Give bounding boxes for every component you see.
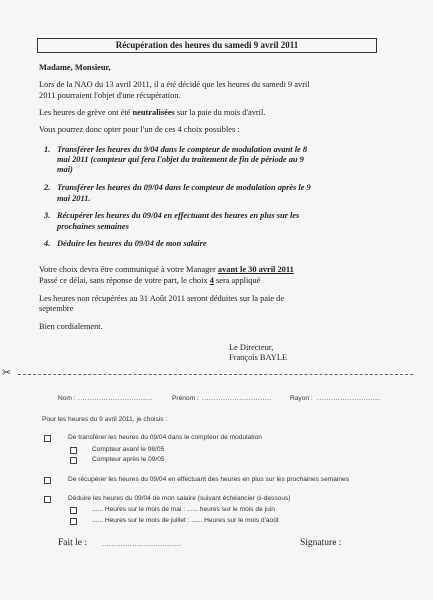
nom-field[interactable]: ................................ bbox=[78, 395, 153, 402]
nom-label: Nom : bbox=[58, 395, 76, 402]
choice-2-line1: Transférer les heures du 09/04 dans le compteur de modulation après le 9 bbox=[57, 183, 311, 192]
option-deduire-mai-checkbox[interactable] bbox=[70, 507, 77, 514]
option-compteur-apres-checkbox[interactable] bbox=[70, 457, 77, 464]
option-transfer-checkbox[interactable] bbox=[44, 435, 51, 442]
option-compteur-apres-label: Compteur après le 09/05 bbox=[92, 456, 165, 463]
signature-title: Le Directeur, bbox=[229, 343, 274, 352]
closing: Bien cordialement. bbox=[39, 322, 103, 331]
paragraph-choices-intro: Vous pourrez donc opter pour l'un de ces 4 choix possibles : bbox=[39, 125, 240, 134]
choice-3-line2: prochaines semaines bbox=[57, 222, 129, 231]
choice-1-line1: Transférer les heures du 9/04 dans le compteur de modulation avant le 8 bbox=[57, 145, 308, 154]
paragraph-neutralisees bbox=[39, 108, 265, 118]
signature-name: François BAYLE bbox=[229, 353, 288, 362]
para2-suffix: sur la paie du mois d'avril. bbox=[174, 108, 266, 117]
choice-1-line3: mai) bbox=[57, 165, 73, 174]
option-recuperer-checkbox[interactable] bbox=[44, 477, 51, 484]
paragraph-nao-line2: 2011 pourraient l'objet d'une récupération. bbox=[39, 91, 181, 100]
option-recuperer-label: De récupérer les heures du 09/04 en effectuant des heures en plus sur les prochaines semaines bbox=[68, 476, 350, 483]
choice-4-number: 4. bbox=[44, 239, 51, 248]
cut-line-divider bbox=[18, 374, 413, 375]
choice-3-number: 3. bbox=[44, 211, 51, 220]
rayon-label: Rayon : bbox=[290, 395, 313, 402]
option-compteur-avant-checkbox[interactable] bbox=[70, 447, 77, 454]
option-transfer-label: De transférer les heures du 09/04 dans le compteur de modulation bbox=[68, 434, 262, 441]
fait-le-label: Fait le : bbox=[58, 538, 88, 548]
option-deduire-juillet-aout-label: ...... Heures sur le mois de juillet : ...... Heures sur le mois d'août bbox=[92, 517, 279, 524]
rayon-field[interactable]: ........................... bbox=[317, 395, 380, 402]
para2-bold: neutralisées bbox=[132, 108, 175, 117]
deadline-prefix: Votre choix devra être communiqué à votre Manager bbox=[39, 265, 218, 274]
choice-2-number: 2. bbox=[44, 183, 51, 192]
greeting: Madame, Monsieur, bbox=[39, 63, 111, 72]
document-title: Récupération des heures du samedi 9 avril 2011 bbox=[37, 38, 377, 53]
choice-3-line1: Récupérer les heures du 09/04 en effectuant des heures en plus sur les bbox=[57, 211, 300, 220]
scissors-icon: ✂ bbox=[2, 366, 12, 379]
default-suffix: sera appliqué bbox=[213, 276, 261, 285]
option-deduire-mai-juin-label: ...... Heures sur le mois de mai : ...... heures sur le mois de juin bbox=[92, 506, 275, 513]
default-prefix: Passé ce délai, sans réponse de votre part, le choix bbox=[39, 276, 210, 285]
deadline-date: avant le 30 avril 2011 bbox=[217, 265, 294, 274]
paragraph-deduction-line2: septembre bbox=[39, 304, 74, 313]
para2-prefix: Les heures de grève ont été bbox=[39, 108, 133, 117]
option-deduire-label: Déduire les heures du 09/04 de mon salaire (suivant échéancier ci-dessous) bbox=[68, 495, 291, 502]
form-intro: Pour les heures du 9 avril 2011, je choisis : bbox=[42, 416, 168, 423]
default-choice-number: 4 bbox=[209, 276, 214, 285]
option-deduire-checkbox[interactable] bbox=[44, 496, 51, 503]
choice-1-number: 1. bbox=[44, 145, 51, 154]
fait-le-field[interactable]: .................................. bbox=[102, 541, 182, 548]
deadline-text bbox=[39, 265, 294, 275]
paragraph-deduction-line1: Les heures non récupérées au 31 Août 2011 seront déduites sur la paie de bbox=[39, 294, 285, 303]
choice-4-line1: Déduire les heures du 09/04 de mon salaire bbox=[57, 239, 207, 248]
signature-label: Signature : bbox=[300, 538, 342, 548]
prenom-label: Prénom : bbox=[172, 395, 199, 402]
default-choice-text bbox=[39, 276, 260, 286]
option-compteur-avant-label: Compteur avant le 08/05 bbox=[92, 446, 165, 453]
prenom-field[interactable]: .............................. bbox=[202, 395, 272, 402]
paragraph-nao-line1: Lors de la NAO du 13 avril 2011, il a été décidé que les heures du samedi 9 avril bbox=[39, 80, 310, 89]
choice-2-line2: mai 2011. bbox=[57, 194, 91, 203]
choice-1-line2: mai 2011 (compteur qui fera l'objet du traitement de fin de période au 9 bbox=[57, 155, 304, 164]
option-deduire-juillet-checkbox[interactable] bbox=[70, 518, 77, 525]
